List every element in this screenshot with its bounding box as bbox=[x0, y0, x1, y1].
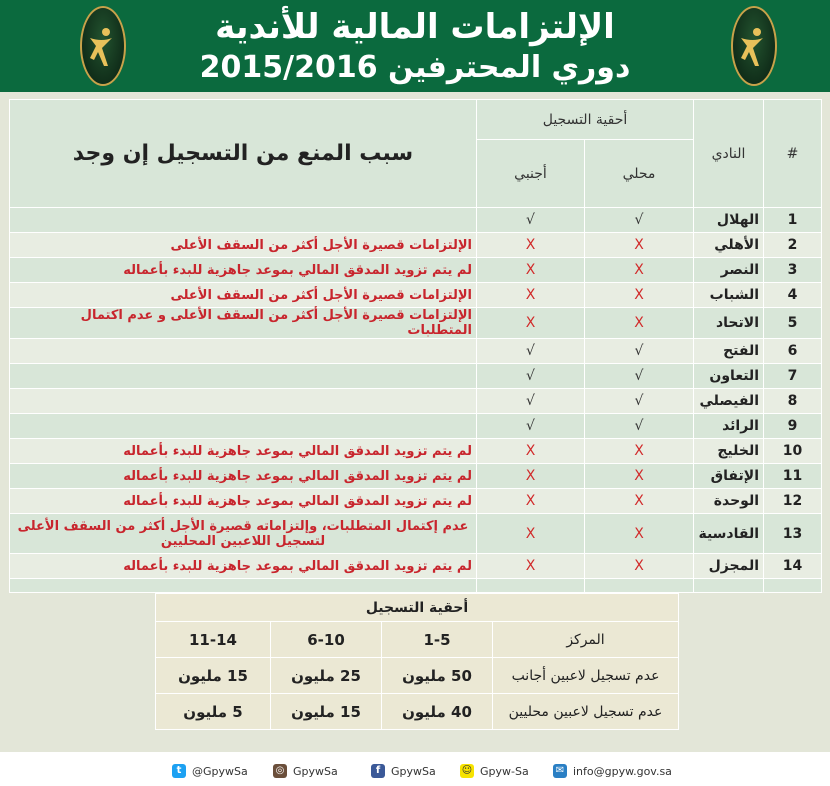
club-name: الوحدة bbox=[694, 489, 764, 514]
club-name: الهلال bbox=[694, 208, 764, 233]
no-local-label: عدم تسجيل لاعبين محليين bbox=[493, 694, 679, 730]
email-icon: ✉ bbox=[553, 764, 567, 778]
instagram-link[interactable] bbox=[273, 763, 338, 779]
empty-cell bbox=[10, 579, 477, 593]
row-number: 9 bbox=[764, 414, 822, 439]
club-name: الإتفاق bbox=[694, 464, 764, 489]
local-eligibility: X bbox=[585, 439, 694, 464]
row-number: 7 bbox=[764, 364, 822, 389]
row-number: 10 bbox=[764, 439, 822, 464]
eligibility-table bbox=[155, 593, 679, 730]
row-number: 11 bbox=[764, 464, 822, 489]
facebook-icon: f bbox=[371, 764, 385, 778]
no-foreign-label: عدم تسجيل لاعبين أجانب bbox=[493, 658, 679, 694]
foreign-eligibility: X bbox=[477, 554, 585, 579]
foreign-eligibility: X bbox=[477, 439, 585, 464]
table-row bbox=[10, 514, 822, 554]
foreign-eligibility: X bbox=[477, 514, 585, 554]
foreign-eligibility: √ bbox=[477, 414, 585, 439]
club-name: التعاون bbox=[694, 364, 764, 389]
title-line2: دوري المحترفين 2015/2016 bbox=[199, 50, 631, 85]
club-name: المجزل bbox=[694, 554, 764, 579]
local-eligibility: √ bbox=[585, 339, 694, 364]
foreign-eligibility: X bbox=[477, 258, 585, 283]
ban-reason: عدم إكتمال المتطلبات، وإلتزاماته قصيرة الأجل أكثر من السقف الأعلى لتسجيل اللاعبين المحليين bbox=[10, 514, 477, 554]
table-row bbox=[10, 489, 822, 514]
twitter-handle: @GpywSa bbox=[192, 764, 248, 778]
snapchat-link[interactable] bbox=[460, 763, 529, 779]
club-name: النصر bbox=[694, 258, 764, 283]
ban-reason bbox=[10, 339, 477, 364]
local-eligibility: X bbox=[585, 464, 694, 489]
ban-reason: لم يتم تزويد المدقق المالي بموعد جاهزية للبدء بأعماله bbox=[10, 464, 477, 489]
header-club: النادي bbox=[694, 100, 764, 208]
empty-cell bbox=[694, 579, 764, 593]
twitter-icon: t bbox=[172, 764, 186, 778]
facebook-link[interactable] bbox=[371, 763, 436, 779]
local-eligibility: √ bbox=[585, 208, 694, 233]
club-name: الفتح bbox=[694, 339, 764, 364]
snapchat-handle: Gpyw-Sa bbox=[480, 764, 529, 778]
local-eligibility: X bbox=[585, 233, 694, 258]
club-name: الاتحاد bbox=[694, 308, 764, 339]
row-number: 13 bbox=[764, 514, 822, 554]
local-eligibility: √ bbox=[585, 389, 694, 414]
range-header: 6-10 bbox=[271, 622, 382, 658]
position-header: المركز bbox=[493, 622, 679, 658]
table-row bbox=[10, 208, 822, 233]
local-eligibility: X bbox=[585, 514, 694, 554]
row-number: 12 bbox=[764, 489, 822, 514]
range-header: 11-14 bbox=[156, 622, 271, 658]
header-banner bbox=[0, 0, 830, 92]
club-name: الرائد bbox=[694, 414, 764, 439]
foreign-eligibility: √ bbox=[477, 364, 585, 389]
snapchat-icon: ☺ bbox=[461, 765, 473, 776]
table-row bbox=[10, 414, 822, 439]
empty-cell bbox=[585, 579, 694, 593]
row-number: 14 bbox=[764, 554, 822, 579]
amount-cell: 15 مليون bbox=[271, 694, 382, 730]
ban-reason: لم يتم تزويد المدقق المالي بموعد جاهزية للبدء بأعماله bbox=[10, 554, 477, 579]
local-eligibility: X bbox=[585, 489, 694, 514]
club-name: القادسية bbox=[694, 514, 764, 554]
ban-reason bbox=[10, 414, 477, 439]
ban-reason: الإلتزامات قصيرة الأجل أكثر من السقف الأعلى bbox=[10, 283, 477, 308]
range-header: 1-5 bbox=[382, 622, 493, 658]
amount-cell: 15 مليون bbox=[156, 658, 271, 694]
foreign-eligibility: √ bbox=[477, 208, 585, 233]
empty-row bbox=[10, 579, 822, 593]
foreign-eligibility: X bbox=[477, 464, 585, 489]
header-foreign: أجنبي bbox=[477, 140, 585, 208]
row-number: 2 bbox=[764, 233, 822, 258]
table-row bbox=[10, 464, 822, 489]
table-row bbox=[10, 258, 822, 283]
row-number: 5 bbox=[764, 308, 822, 339]
local-eligibility: X bbox=[585, 554, 694, 579]
empty-cell bbox=[477, 579, 585, 593]
local-eligibility: √ bbox=[585, 414, 694, 439]
empty-cell bbox=[764, 579, 822, 593]
ban-reason bbox=[10, 389, 477, 414]
email-link[interactable] bbox=[553, 763, 672, 779]
instagram-handle: GpywSa bbox=[293, 764, 338, 778]
row-number: 3 bbox=[764, 258, 822, 283]
ban-reason: لم يتم تزويد المدقق المالي بموعد جاهزية للبدء بأعماله bbox=[10, 258, 477, 283]
header-num: # bbox=[764, 100, 822, 208]
foreign-eligibility: X bbox=[477, 489, 585, 514]
row-number: 8 bbox=[764, 389, 822, 414]
ban-reason: لم يتم تزويد المدقق المالي بموعد جاهزية للبدء بأعماله bbox=[10, 489, 477, 514]
foreign-eligibility: X bbox=[477, 233, 585, 258]
table-row bbox=[10, 389, 822, 414]
foreign-eligibility: √ bbox=[477, 339, 585, 364]
ban-reason: الإلتزامات قصيرة الأجل أكثر من السقف الأعلى و عدم اكتمال المتطلبات bbox=[10, 308, 477, 339]
ban-reason: لم يتم تزويد المدقق المالي بموعد جاهزية للبدء بأعماله bbox=[10, 439, 477, 464]
figure-icon bbox=[733, 8, 775, 84]
eligibility-title: أحقية التسجيل bbox=[156, 594, 679, 622]
club-name: الخليج bbox=[694, 439, 764, 464]
facebook-handle: GpywSa bbox=[391, 764, 436, 778]
local-eligibility: √ bbox=[585, 364, 694, 389]
table-row bbox=[10, 308, 822, 339]
table-row bbox=[10, 439, 822, 464]
table-row bbox=[10, 233, 822, 258]
row-number: 1 bbox=[764, 208, 822, 233]
table-row bbox=[10, 283, 822, 308]
league-logo-right bbox=[731, 6, 777, 86]
figure-icon bbox=[82, 8, 124, 84]
foreign-eligibility: X bbox=[477, 308, 585, 339]
twitter-link[interactable] bbox=[172, 763, 248, 779]
table-row bbox=[10, 364, 822, 389]
amount-cell: 25 مليون bbox=[271, 658, 382, 694]
local-eligibility: X bbox=[585, 258, 694, 283]
amount-cell: 40 مليون bbox=[382, 694, 493, 730]
amount-cell: 50 مليون bbox=[382, 658, 493, 694]
club-name: الأهلي bbox=[694, 233, 764, 258]
email-address: info@gpyw.gov.sa bbox=[573, 764, 672, 778]
table-row bbox=[10, 339, 822, 364]
table-row bbox=[10, 554, 822, 579]
amount-cell: 5 مليون bbox=[156, 694, 271, 730]
header-reason: سبب المنع من التسجيل إن وجد bbox=[10, 100, 477, 208]
foreign-eligibility: X bbox=[477, 283, 585, 308]
foreign-eligibility: √ bbox=[477, 389, 585, 414]
row-number: 6 bbox=[764, 339, 822, 364]
local-eligibility: X bbox=[585, 283, 694, 308]
row-number: 4 bbox=[764, 283, 822, 308]
ban-reason bbox=[10, 364, 477, 389]
club-name: الفيصلي bbox=[694, 389, 764, 414]
header-local: محلي bbox=[585, 140, 694, 208]
instagram-icon: ◎ bbox=[273, 764, 287, 778]
title-line1: الإلتزامات المالية للأندية bbox=[215, 7, 615, 47]
header-eligibility: أحقية التسجيل bbox=[477, 100, 694, 140]
ban-reason bbox=[10, 208, 477, 233]
social-footer bbox=[0, 752, 830, 786]
ban-reason: الإلتزامات قصيرة الأجل أكثر من السقف الأعلى bbox=[10, 233, 477, 258]
club-name: الشباب bbox=[694, 283, 764, 308]
clubs-table bbox=[9, 99, 822, 593]
league-logo-left bbox=[80, 6, 126, 86]
local-eligibility: X bbox=[585, 308, 694, 339]
